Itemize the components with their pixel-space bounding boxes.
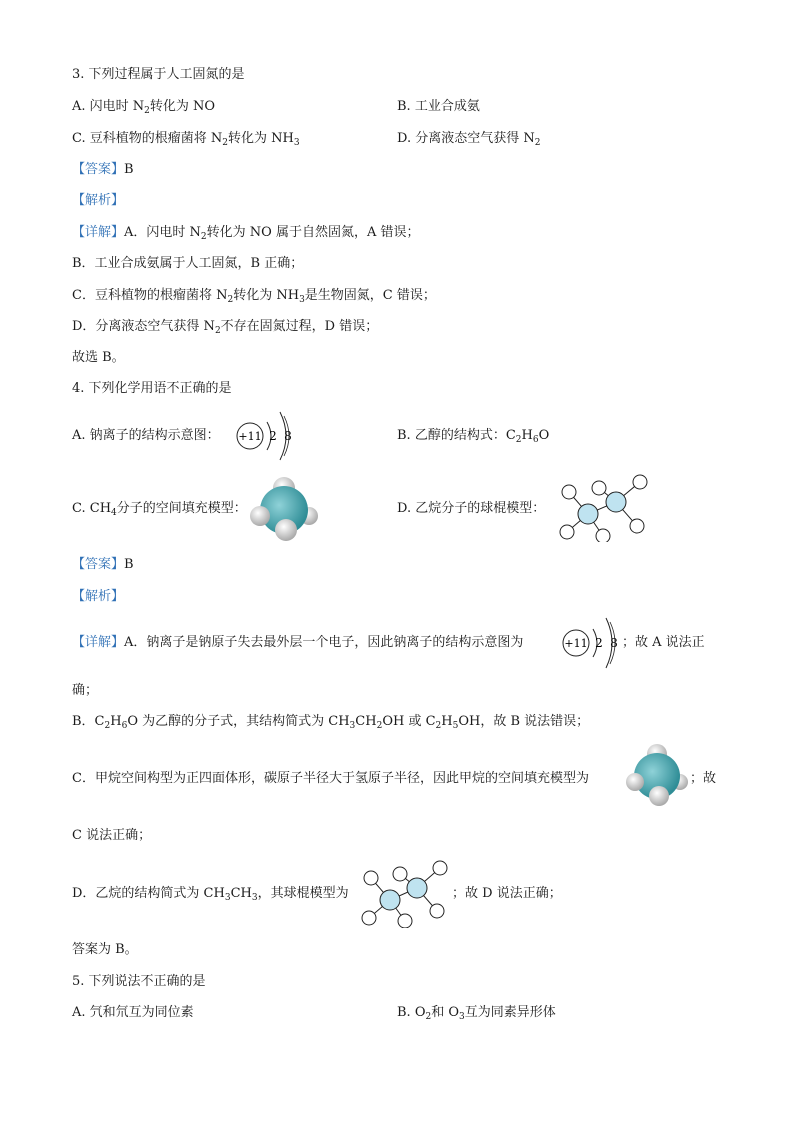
q4-detail-3-cont: C 说法正确；	[72, 828, 152, 843]
sodium-ion-diagram	[230, 408, 300, 464]
ethane-ball-stick-model-inline	[358, 858, 450, 928]
q4-detail-1-tail: ；故 A 说法正	[622, 635, 705, 650]
shell1-label: 2	[269, 429, 277, 443]
q3-detail-3: C．豆科植物的根瘤菌将 $N_2$转化为 $NH_3$是生物固氮，C 错误；	[72, 288, 436, 305]
q4-option-b: B. 乙醇的结构式：$C_2H_6O$	[397, 428, 550, 445]
nucleus-label: +11	[238, 430, 262, 443]
q3-detail-1: 【详解】A．闪电时 $N_2$转化为 NO 属于自然固氮，A 错误；	[72, 225, 420, 242]
q4-stem: 4. 下列化学用语不正确的是	[72, 381, 232, 396]
q3-detail-4: D．分离液态空气获得 $N_2$不存在固氮过程，D 错误；	[72, 319, 379, 336]
methane-space-filling-model-inline	[626, 742, 690, 808]
q4-option-d: D. 乙烷分子的球棍模型：	[397, 501, 546, 516]
q4-detail-1: 【详解】A．钠离子是钠原子失去最外层一个电子，因此钠离子的结构示意图为	[72, 635, 524, 650]
q3-option-b: B. 工业合成氨	[397, 99, 480, 114]
q4-answer: 【答案】B	[72, 557, 134, 572]
q4-detail-1-cont: 确；	[72, 683, 99, 698]
q3-stem: 3. 下列过程属于人工固氮的是	[72, 67, 245, 82]
svg-text:8: 8	[610, 636, 618, 650]
q5-stem: 5. 下列说法不正确的是	[72, 974, 206, 989]
sodium-ion-diagram-inline	[556, 614, 626, 672]
q3-conclusion: 故选 B。	[72, 350, 125, 365]
q3-option-d: D. 分离液态空气获得 $N_2$	[397, 131, 541, 148]
shell2-label: 8	[284, 429, 292, 443]
q4-option-a: A. 钠离子的结构示意图：	[72, 428, 220, 443]
answer-tag: 【答案】	[72, 162, 125, 177]
q4-detail-4: D．乙烷的结构简式为 $CH_3CH_3$，其球棍模型为	[72, 886, 349, 903]
q4-detail-4-tail: ；故 D 说法正确；	[452, 886, 562, 901]
q3-answer: 【答案】B	[72, 162, 134, 177]
svg-text:+11: +11	[564, 637, 588, 650]
svg-text:2: 2	[595, 636, 603, 650]
q3-detail-2: B．工业合成氨属于人工固氮，B 正确；	[72, 256, 304, 271]
q3-option-a: A. 闪电时 $N_2$转化为 NO	[72, 99, 216, 116]
q3-option-c: C. 豆科植物的根瘤菌将 $N_2$转化为 $NH_3$	[72, 131, 300, 148]
q4-detail-3: C．甲烷空间构型为正四面体形，碳原子半径大于氢原子半径，因此甲烷的空间填充模型为	[72, 771, 589, 786]
q3-analysis-tag: 【解析】	[72, 193, 125, 208]
ethane-ball-stick-model	[555, 470, 650, 542]
q4-conclusion: 答案为 B。	[72, 942, 138, 957]
q5-option-a: A. 氕和氘互为同位素	[72, 1005, 194, 1020]
q4-detail-3-tail: ；故	[690, 771, 717, 786]
q5-option-b: B. $O_2$和 $O_3$互为同素异形体	[397, 1005, 556, 1022]
q4-option-c: C. $CH_4$分子的空间填充模型：	[72, 501, 247, 518]
q4-analysis-tag: 【解析】	[72, 589, 125, 604]
q4-detail-2: B．$C_2H_6O$ 为乙醇的分子式，其结构简式为 $CH_3CH_2OH$ 或 $C_2H_5OH$，故 B 说法错误；	[72, 714, 590, 731]
methane-space-filling-model	[250, 474, 320, 542]
